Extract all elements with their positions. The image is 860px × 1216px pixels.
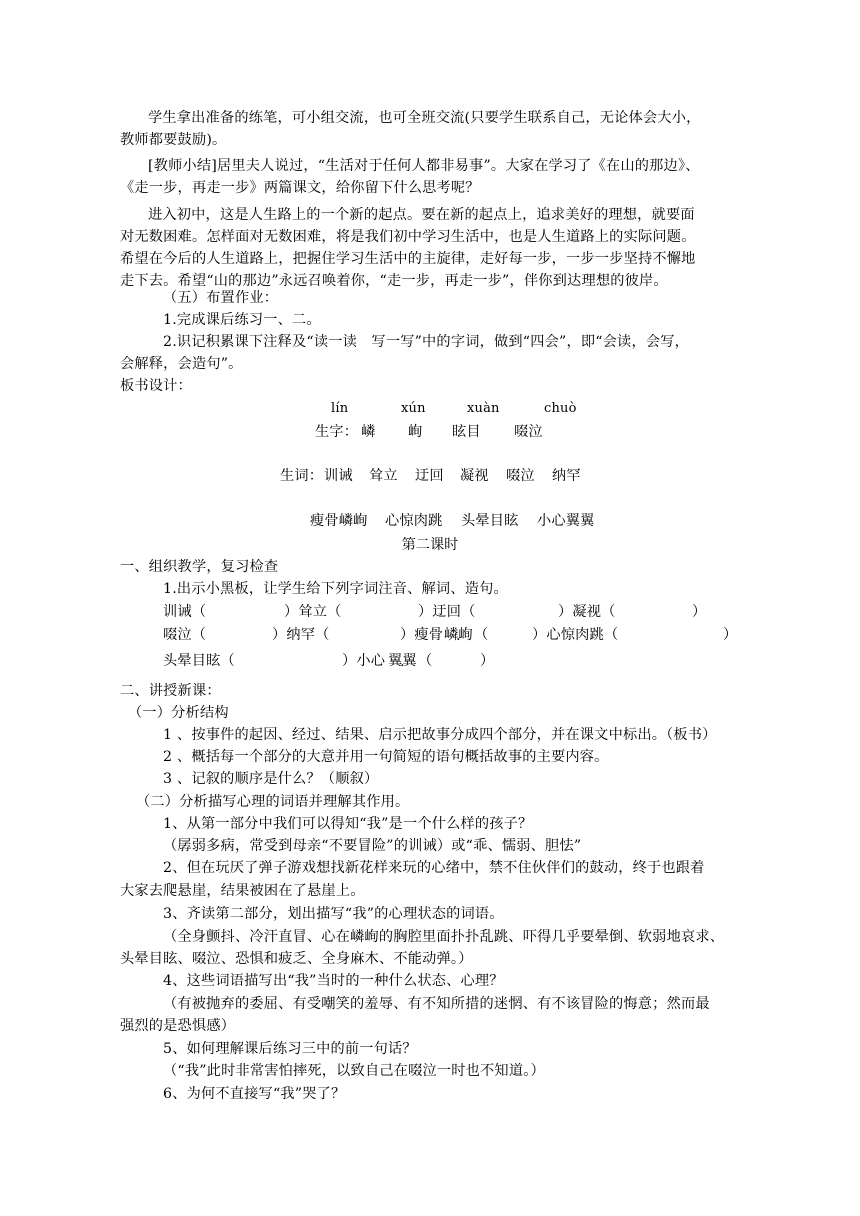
answer: （全身颤抖、冷汗直冒、心在嶙峋的胸腔里面扑扑乱跳、吓得几乎要晕倒、软弱地哀求、 <box>163 929 725 945</box>
subsection-heading: （一）分析结构 <box>128 705 229 721</box>
board-idiom: 头晕目眩 <box>461 513 519 529</box>
question: 5、如何理解课后练习三中的前一句话？ <box>163 1041 417 1057</box>
answer: 头晕目眩、啜泣、恐惧和疲乏、全身麻木、不能动弹。） <box>120 951 473 967</box>
board-word: 耸立 <box>369 468 398 484</box>
list-item: 2 、概括每一个部分的大意并用一句简短的语句概括故事的主要内容。 <box>163 749 609 765</box>
exercise-item: ）纳罕（ <box>272 627 330 643</box>
board-word: 纳罕 <box>552 468 581 484</box>
subsection-heading: （二）分析描写心理的词语并理解其作用。 <box>136 794 410 810</box>
list-item: 1.出示小黑板，让学生给下列字词注音、解词、造句。 <box>163 581 508 597</box>
board-idiom: 心惊肉跳 <box>385 513 443 529</box>
board-idiom: 小心翼翼 <box>537 513 595 529</box>
paragraph-line: 希望在今后的人生道路上，把握住学习生活中的主旋律，走好每一步，一步一步坚持不懈地 <box>120 251 696 267</box>
exercise-item: 头晕目眩（ <box>163 653 235 669</box>
board-idiom: 瘦骨嶙峋 <box>310 513 368 529</box>
answer: （“我”此时非常害怕摔死，以致自己在啜泣一时也不知道。） <box>163 1063 545 1079</box>
question: 大家去爬悬崖，结果被困在了悬崖上。 <box>120 883 365 899</box>
exercise-item: ）瘦骨 <box>400 627 444 643</box>
exercise-item: ）迂回（ <box>418 604 476 620</box>
question: 1、从第一部分中我们可以得知“我”是一个什么样的孩子？ <box>163 816 533 832</box>
homework-item: 2.识记积累课下注释及“读一读 写一写”中的字词，做到“四会”，即“会读，会写， <box>163 334 689 350</box>
pinyin-3: xuàn <box>467 401 500 416</box>
dotted-word <box>388 650 417 672</box>
question: 4、这些词语描写出“我”当时的一种什么状态、心理？ <box>163 973 504 989</box>
exercise-item: ）耸立（ <box>284 604 342 620</box>
paragraph-line: 学生拿出准备的练笔，可小组交流，也可全班交流(只要学生联系自己，无论体会大小， <box>148 110 701 126</box>
paragraph-line: [教师小结]居里夫人说过，“生活对于任何人都非易事”。大家在学习了《在山的那边》、 <box>148 158 700 174</box>
list-item: 1 、按事件的起因、经过、结果、启示把故事分成四个部分，并在课文中标出。（板书） <box>163 727 717 743</box>
paragraph-line: 《走一步，再走一步》两篇课文，给你留下什么思考呢？ <box>120 180 480 196</box>
dotted-chars: 嶙峋 · <box>444 624 473 646</box>
section-heading: 一、组织教学，复习检查 <box>120 559 279 575</box>
homework-heading: （五）布置作业： <box>163 290 279 306</box>
exercise-item: ） <box>480 653 495 669</box>
answer: （孱弱多病，常受到母亲“不要冒险”的训诫）或“乖、懦弱、胆怯” <box>163 838 582 854</box>
homework-item: 1.完成课后练习一、二。 <box>163 312 321 328</box>
chars-label: 生字： <box>315 424 359 440</box>
paragraph-line: 教师都要鼓励)。 <box>120 132 227 148</box>
homework-item: 会解释，会造句”。 <box>120 356 243 372</box>
words-label: 生词： <box>280 468 324 484</box>
board-char: 啜泣 <box>514 424 543 440</box>
exercise-item: ）小心 <box>342 653 386 669</box>
exercise-item: 训诫（ <box>163 604 207 620</box>
list-item: 3 、记叙的顺序是什么？（顺叙） <box>163 771 379 787</box>
question: 2、但在玩厌了弹子游戏想找新花样来玩的心绪中，禁不住伙伴们的鼓动，终于也跟着 <box>163 860 705 876</box>
exercise-item: （ <box>418 653 433 669</box>
pinyin-2: xún <box>401 401 426 416</box>
answer: （有被抛弃的委屈、有受嘲笑的羞辱、有不知所措的迷惘、有不该冒险的悔意；然而最 <box>163 996 710 1012</box>
paragraph-line: 进入初中，这是人生路上的一个新的起点。要在新的起点上，追求美好的理想，就要面 <box>148 207 695 223</box>
pinyin-4: chuò <box>544 401 577 416</box>
board-heading: 板书设计： <box>120 378 192 394</box>
exercise-item: ） <box>723 627 738 643</box>
board-word: 凝视 <box>460 468 489 484</box>
exercise-item: ）心惊肉跳（ <box>532 627 619 643</box>
exercise-item: ） <box>692 604 707 620</box>
board-word: 啜泣 <box>506 468 535 484</box>
board-word: 迂回 <box>415 468 444 484</box>
board-char: 峋 <box>408 424 423 440</box>
board-char: 眩目 <box>452 424 481 440</box>
board-word: 训诫 <box>324 468 353 484</box>
paragraph-line: 对无数困难。怎样面对无数困难，将是我们初中学习生活中，也是人生道路上的实际问题。 <box>120 229 696 245</box>
paragraph-line: 走下去。希望“山的那边”永远召唤着你，“走一步，再走一步”，伴你到达理想的彼岸。 <box>120 273 668 289</box>
dotted-word <box>444 624 473 646</box>
section-heading: 二、讲授新课： <box>120 683 221 699</box>
dotted-chars: 翼翼 · <box>388 650 417 672</box>
question: 6、为何不直接写“我”哭了？ <box>163 1086 346 1102</box>
answer: 强烈的是恐惧感） <box>120 1018 236 1034</box>
exercise-item: 啜泣（ <box>163 627 207 643</box>
board-char: 嶙 <box>361 424 376 440</box>
exercise-item: （ <box>474 627 489 643</box>
exercise-item: ）凝视（ <box>558 604 616 620</box>
pinyin-1: lín <box>331 401 349 416</box>
lesson-title: 第二课时 <box>401 537 459 553</box>
question: 3、齐读第二部分，划出描写“我”的心理状态的词语。 <box>163 906 504 922</box>
